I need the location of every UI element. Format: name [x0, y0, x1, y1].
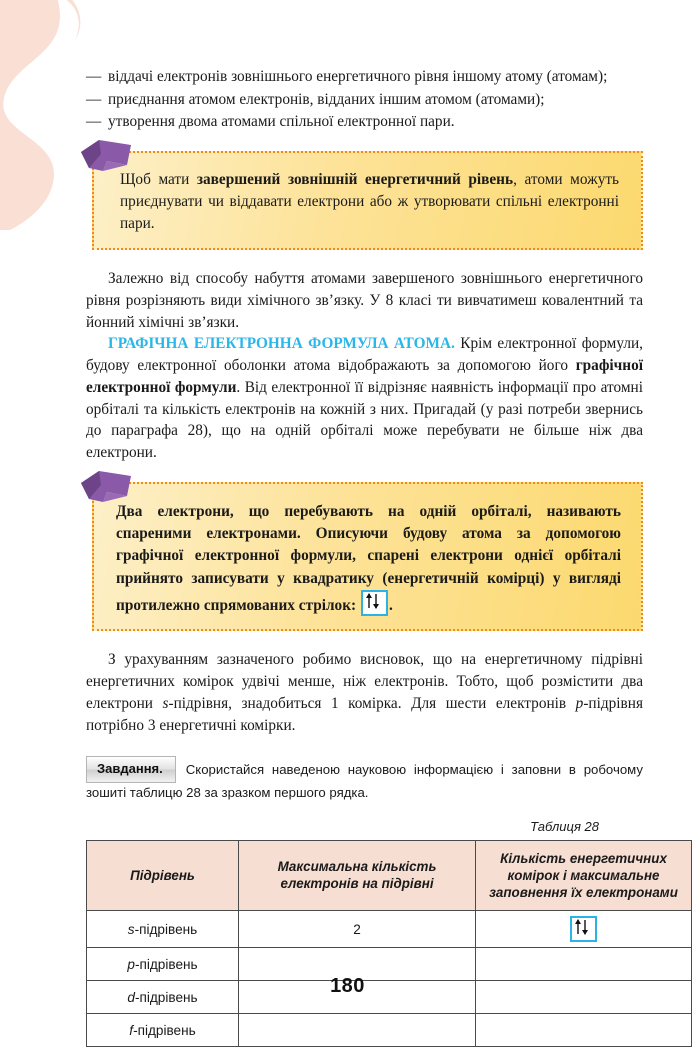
dash-marker: —: [86, 68, 102, 85]
sublevel-symbol: s: [127, 921, 135, 937]
paired-electrons-cell-icon: [570, 916, 597, 942]
page-number-label: 180: [330, 974, 365, 997]
cell-sublevel-name: [87, 911, 239, 948]
column-header-max-electrons: Максимальна кількість електронів на підрівні: [239, 840, 476, 910]
list-item: [86, 111, 651, 133]
sublevel-suffix: -підрівень: [133, 1022, 196, 1038]
list-item: [86, 89, 651, 111]
sublevel-symbol: d: [127, 989, 135, 1005]
sublevel-suffix: -підрівень: [134, 989, 198, 1005]
dash-list: [86, 66, 651, 133]
list-item-text: утворення двома атомами спільної електронної пари.: [108, 113, 455, 131]
paragraph-part-two: . Від електронної її відрізняє наявність інформації про атомні орбіталі та кількість електронів на кожній з них. Пригадай (у разі потреби звернись до параграфа 28), що на одній орбіталі може перебувати не більше ніж два електрони.: [86, 378, 643, 462]
sublevel-symbol-p: p: [575, 694, 584, 712]
table-caption: Таблиця 28: [530, 818, 599, 834]
cell-max-electrons[interactable]: 2: [239, 911, 476, 948]
table-header-row: [87, 840, 692, 910]
column-header-sublevel: Підрівень: [87, 840, 239, 910]
sublevel-suffix: -підрівень: [134, 921, 198, 937]
callout-bold-phrase: завершений зовнішній енергетичний рівень: [196, 171, 514, 189]
table-row: [87, 1014, 692, 1047]
cell-energy-cells[interactable]: [476, 1014, 692, 1047]
list-item-text: приєднання атомом електронів, відданих іншим атомом (атомами);: [108, 90, 545, 108]
callout-text-tail: , атоми можуть приєднувати чи віддавати електрони або ж утворювати спільні електронні пари.: [120, 171, 620, 232]
cell-sublevel-name: [87, 948, 239, 981]
table-row: [87, 981, 692, 1014]
paragraph-three-part-one: З урахуванням зазначеного робимо висновок, що на енергетичному підрівні енергетичних комірок удвічі менше, ніж електронів. Тобто, щоб розмістити два електрони: [86, 651, 643, 712]
sublevel-symbol: f: [129, 1022, 134, 1038]
callout-text-lead: Щоб мати: [120, 171, 197, 189]
sublevel-symbol: p: [127, 956, 135, 972]
callout-box-paired-electrons: [92, 482, 643, 632]
callout-box-definition: [92, 151, 643, 250]
paragraph-graphic-formula: [86, 333, 643, 463]
task-block: [86, 756, 643, 802]
paragraph-bold-phrase: графічної електронної формули: [86, 357, 643, 396]
paragraph-cells-conclusion: [86, 649, 643, 736]
paragraph-three-part-three: -підрівня потрібно 3 енергетичні комірки.: [86, 694, 643, 734]
column-header-cells-filling: Кількість енергетичних комірок і максимальне заповнення їх електронами: [476, 840, 692, 910]
ribbon-banner-icon: [77, 469, 139, 509]
cell-sublevel-name: [87, 981, 239, 1014]
sublevels-table: [86, 840, 692, 1047]
cell-energy-cells[interactable]: [476, 981, 692, 1014]
paragraph-three-part-two: -підрівня, знадобиться 1 комірка. Для шести електронів: [168, 694, 576, 712]
table-row: [87, 948, 692, 981]
paragraph-bond-types: Залежно від способу набуття атомами завершеного зовнішнього енергетичного рівня розрізняють види хімічного зв’язку. У 8 класі ти вивчатимеш ковалентний та йонний хімічні зв’язки.: [86, 270, 643, 331]
table-row: [87, 911, 692, 948]
cell-sublevel-name: [87, 1014, 239, 1047]
cell-energy-cells[interactable]: [476, 911, 692, 948]
cell-energy-cells[interactable]: [476, 948, 692, 981]
paragraph-part-one: Крім електронної формули, будову електронної оболонки атома відображають за допомогою його: [86, 335, 643, 375]
paired-electrons-cell-icon: [361, 590, 388, 616]
sublevel-symbol-s: s: [162, 694, 169, 712]
dash-marker: —: [86, 113, 102, 131]
callout-two-text-end: .: [388, 597, 393, 615]
task-badge-label: Завдання.: [86, 756, 176, 783]
list-item: [86, 66, 651, 88]
task-instruction-text: Скористайся наведеною науковою інформацією і заповни в робочому зошиті таблицю 28 за зразком першого рядка.: [86, 762, 643, 801]
ribbon-banner-icon: [77, 138, 139, 178]
dash-marker: —: [86, 90, 102, 108]
sublevel-suffix: -підрівень: [134, 956, 198, 972]
section-heading-inline: ГРАФІЧНА ЕЛЕКТРОННА ФОРМУЛА АТОМА.: [108, 335, 455, 353]
callout-two-text: Два електрони, що перебувають на одній орбіталі, називають спареними електронами. Описуючи будову атома за допомогою графічної електронної формули, спарені електрони однієї орбіталі прийнято записувати у квадратику (енергетичній комірці) у вигляді протилежно спрямованих стрілок:: [116, 502, 621, 615]
cell-max-electrons[interactable]: [239, 1014, 476, 1047]
list-item-text: віддачі електронів зовнішнього енергетичного рівня іншому атому (атомам);: [108, 68, 608, 85]
